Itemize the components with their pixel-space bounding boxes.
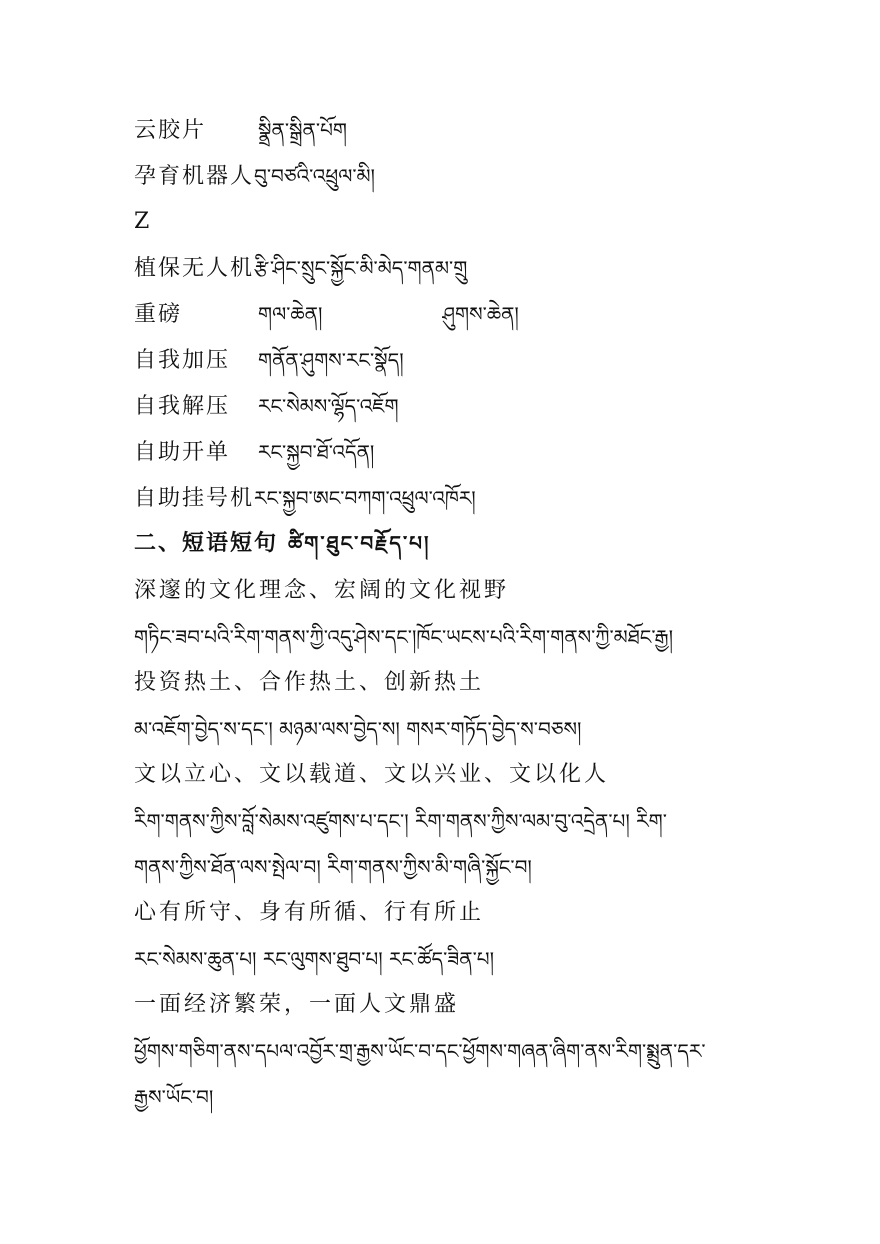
term-tibetan: རང་སེམས་ལྷོད་འཇོག — [258, 394, 399, 418]
term-tibetan: གལ་ཆེན། — [258, 302, 323, 326]
term-tibetan: གནོན་ཤུགས་རང་སྣོད། — [258, 348, 404, 372]
term-chinese: 自我解压 — [134, 394, 231, 419]
term-chinese: 孕育机器人 — [134, 164, 255, 189]
term-chinese: 自助开单 — [134, 440, 231, 465]
term-chinese: 云胶片 — [134, 118, 207, 143]
section-letter — [134, 207, 149, 237]
phrase-tibetan-line: མ་འཇོག་བྱེད་ས་དང་། མཉམ་ལས་བྱེད་ས། གསར་གཏོད་བྱེད་ས་བཅས། — [134, 717, 582, 741]
phrase-tibetan — [134, 806, 667, 837]
phrase-tibetan — [134, 1036, 706, 1067]
letter-label: Z — [134, 209, 150, 234]
phrase-tibetan — [134, 852, 532, 883]
glossary-entry — [134, 253, 467, 284]
phrase-chinese: 一面经济繁荣，一面人文鼎盛 — [134, 992, 460, 1017]
phrase-tibetan — [134, 944, 494, 975]
phrase-tibetan-line: རང་སེམས་ཆུན་པ། རང་ལུགས་ཐུབ་པ། རང་ཚོད་ཟིན་པ། — [134, 947, 495, 971]
phrase-tibetan-line: ཕྱོགས་གཅིག་ནས་དཔལ་འབྱོར་གྲ་རྒྱས་ཡོང་བ་དང་ཕྱོགས་གཞན་ཞིག་ནས་རིག་སྨྲུན་དར་ — [134, 1039, 706, 1063]
phrase-chinese: 投资热土、合作热土、创新热土 — [134, 670, 485, 695]
phrase-tibetan-line: རིག་གནས་ཀྱིས་བློ་སེམས་འཛུགས་པ་དང་། རིག་གནས་ཀྱིས་ལམ་བུ་འདྲེན་པ། རིག་ — [134, 809, 667, 833]
term-chinese: 自助挂号机 — [134, 486, 255, 511]
term-tibetan-alt: ཤུགས་ཆེན། — [442, 302, 519, 326]
glossary-entry — [134, 391, 399, 422]
term-tibetan: རང་སྐྱབ་ཐོ་འདོན། — [258, 440, 375, 464]
term-tibetan: བུ་བཙའི་འཕྲུལ་མི། — [254, 164, 375, 188]
glossary-entry — [134, 437, 374, 468]
phrase-chinese: 文以立心、文以载道、文以兴业、文以化人 — [134, 762, 610, 787]
term-chinese: 重磅 — [134, 302, 183, 327]
section-heading-chinese: 二、短语短句 — [134, 530, 279, 556]
phrase-tibetan — [134, 1082, 213, 1113]
term-tibetan: རྩི་ཤིང་སྲུང་སྐྱོང་མི་མེད་གནམ་གྲུ — [254, 256, 468, 280]
glossary-entry — [134, 161, 375, 192]
glossary-entry — [134, 345, 404, 376]
phrase-tibetan — [134, 714, 581, 745]
term-chinese: 植保无人机 — [134, 256, 255, 281]
glossary-entry — [134, 299, 519, 330]
term-tibetan: རང་སྐྱབ་ཨང་བཀག་འཕྲུལ་འཁོར། — [254, 486, 476, 510]
glossary-entry — [134, 483, 476, 514]
phrase-tibetan-line: རྒྱས་ཡོང་བ། — [134, 1085, 214, 1109]
section-heading — [134, 528, 430, 558]
phrase-tibetan-line: གནས་ཀྱིས་ཐོན་ལས་སྤེལ་བ། རིག་གནས་ཀྱིས་མི་གཞི་སྐྱོང་བ། — [134, 855, 532, 879]
section-heading-tibetan: ཚིག་ཐུང་བརྗོད་པ། — [288, 531, 431, 555]
phrase-chinese: 深邃的文化理念、宏阔的文化视野 — [134, 578, 510, 603]
phrase-tibetan — [134, 622, 673, 653]
phrase-chinese: 心有所守、身有所循、行有所止 — [134, 900, 485, 925]
term-chinese: 自我加压 — [134, 348, 231, 373]
phrase-tibetan-line: གཏིང་ཟབ་པའི་རིག་གནས་ཀྱི་འདུ་ཤེས་དང་།ཁོང་ཡངས་པའི་རིག་གནས་ཀྱི་མཐོང་རྒྱ། — [134, 625, 674, 649]
glossary-entry — [134, 115, 347, 146]
term-tibetan: སྣྲིན་སྒྲིན་པོག — [258, 118, 347, 142]
